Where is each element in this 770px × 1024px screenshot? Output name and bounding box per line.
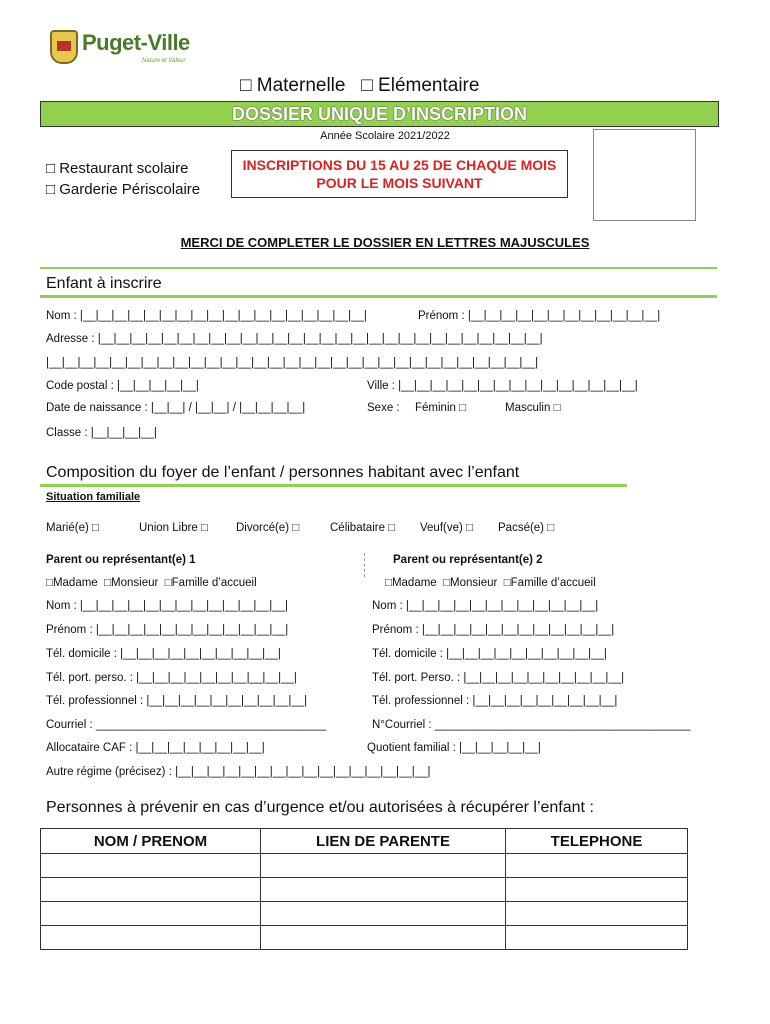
logo-tagline: Nature et Valeur bbox=[142, 58, 186, 64]
photo-box bbox=[593, 129, 696, 221]
parent2-tel-port-field[interactable]: Tél. port. Perso. : |__|__|__|__|__|__|__|__|__|__| bbox=[372, 672, 625, 684]
child-ville-field[interactable]: Ville : |__|__|__|__|__|__|__|__|__|__|__|__|__|__|__| bbox=[367, 380, 638, 392]
divider-line bbox=[40, 295, 717, 298]
child-code-postal-field[interactable]: Code postal : |__|__|__|__|__| bbox=[46, 380, 199, 392]
divider-line bbox=[40, 267, 717, 269]
situation-veuf-checkbox[interactable]: Veuf(ve) □ bbox=[420, 522, 473, 534]
parent2-civilite[interactable]: □Madame □Monsieur □Famille d’accueil bbox=[385, 577, 596, 589]
situation-marie-checkbox[interactable]: Marié(e) □ bbox=[46, 522, 99, 534]
child-classe-field[interactable]: Classe : |__|__|__|__| bbox=[46, 427, 157, 439]
parent1-title: Parent ou représentant(e) 1 bbox=[46, 554, 196, 566]
restaurant-checkbox[interactable]: □ Restaurant scolaire bbox=[46, 160, 189, 177]
parent1-tel-domicile-field[interactable]: Tél. domicile : |__|__|__|__|__|__|__|__|__|__| bbox=[46, 648, 281, 660]
col-nom-prenom: NOM / PRENOM bbox=[41, 829, 261, 854]
table-cell[interactable] bbox=[261, 878, 506, 902]
table-cell[interactable] bbox=[506, 926, 688, 950]
col-lien-parente: LIEN DE PARENTE bbox=[261, 829, 506, 854]
child-adresse-field[interactable]: Adresse : |__|__|__|__|__|__|__|__|__|__|__|__|__|__|__|__|__|__|__|__|__|__|__|__|__|__|__|__| bbox=[46, 333, 543, 345]
situation-label: Situation familiale bbox=[46, 491, 141, 503]
child-prenom-field[interactable]: Prénom : |__|__|__|__|__|__|__|__|__|__|__|__| bbox=[418, 310, 661, 322]
parent2-courriel-field[interactable]: N°Courriel : ________________________________________ bbox=[372, 719, 691, 731]
table-cell[interactable] bbox=[41, 854, 261, 878]
parent1-courriel-field[interactable]: Courriel : ____________________________________ bbox=[46, 719, 327, 731]
registration-notice bbox=[231, 150, 568, 198]
parent1-tel-pro-field[interactable]: Tél. professionnel : |__|__|__|__|__|__|__|__|__|__| bbox=[46, 695, 308, 707]
feminin-checkbox[interactable]: Féminin □ bbox=[415, 402, 467, 414]
crest-icon bbox=[50, 30, 78, 64]
parent2-title: Parent ou représentant(e) 2 bbox=[393, 554, 543, 566]
parent1-tel-port-field[interactable]: Tél. port. perso. : |__|__|__|__|__|__|__|__|__|__| bbox=[46, 672, 297, 684]
school-year: Année Scolaire 2021/2022 bbox=[320, 130, 450, 142]
parent2-prenom-field[interactable]: Prénom : |__|__|__|__|__|__|__|__|__|__|__|__| bbox=[372, 624, 615, 636]
sexe-label: Sexe : bbox=[367, 402, 400, 414]
section-child-title: Enfant à inscrire bbox=[46, 275, 162, 292]
parent1-prenom-field[interactable]: Prénom : |__|__|__|__|__|__|__|__|__|__|__|__| bbox=[46, 624, 289, 636]
table-cell[interactable] bbox=[506, 902, 688, 926]
form-title-banner: DOSSIER UNIQUE D’INSCRIPTION bbox=[40, 101, 719, 127]
parent1-civilite[interactable]: □Madame □Monsieur □Famille d’accueil bbox=[46, 577, 257, 589]
divider-line bbox=[40, 484, 627, 487]
table-cell[interactable] bbox=[41, 926, 261, 950]
parent1-nom-field[interactable]: Nom : |__|__|__|__|__|__|__|__|__|__|__|__|__| bbox=[46, 600, 288, 612]
situation-divorce-checkbox[interactable]: Divorcé(e) □ bbox=[236, 522, 300, 534]
table-row bbox=[41, 878, 688, 902]
autre-regime-field[interactable]: Autre régime (précisez) : |__|__|__|__|__|__|__|__|__|__|__|__|__|__|__|__| bbox=[46, 766, 431, 778]
table-row bbox=[41, 926, 688, 950]
school-level-checkboxes[interactable]: □ Maternelle □ Elémentaire bbox=[240, 75, 480, 96]
instruction-text: MERCI DE COMPLETER LE DOSSIER EN LETTRES MAJUSCULES bbox=[180, 235, 590, 250]
caf-field[interactable]: Allocataire CAF : |__|__|__|__|__|__|__|__| bbox=[46, 742, 265, 754]
logo-name: Puget-Ville bbox=[82, 30, 190, 55]
table-cell[interactable] bbox=[261, 854, 506, 878]
table-row bbox=[41, 854, 688, 878]
table-cell[interactable] bbox=[261, 926, 506, 950]
table-cell[interactable] bbox=[506, 854, 688, 878]
parent2-tel-pro-field[interactable]: Tél. professionnel : |__|__|__|__|__|__|__|__|__| bbox=[372, 695, 618, 707]
table-cell[interactable] bbox=[261, 902, 506, 926]
situation-pacse-checkbox[interactable]: Pacsé(e) □ bbox=[498, 522, 555, 534]
masculin-checkbox[interactable]: Masculin □ bbox=[505, 402, 561, 414]
table-cell[interactable] bbox=[41, 878, 261, 902]
table-header-row bbox=[41, 829, 688, 854]
emergency-contacts-table bbox=[40, 828, 688, 950]
situation-celibataire-checkbox[interactable]: Célibataire □ bbox=[330, 522, 396, 534]
quotient-field[interactable]: Quotient familial : |__|__|__|__|__| bbox=[367, 742, 541, 754]
puget-ville-logo bbox=[50, 28, 190, 72]
parent2-tel-domicile-field[interactable]: Tél. domicile : |__|__|__|__|__|__|__|__|__|__| bbox=[372, 648, 607, 660]
notice-line-1: INSCRIPTIONS DU 15 AU 25 DE CHAQUE MOIS bbox=[242, 157, 557, 173]
section-urgence-title: Personnes à prévenir en cas d’urgence et/ou autorisées à récupérer l’enfant : bbox=[46, 799, 594, 816]
notice-line-2: POUR LE MOIS SUIVANT bbox=[316, 175, 483, 191]
section-foyer-title: Composition du foyer de l’enfant / personnes habitant avec l’enfant bbox=[46, 464, 520, 481]
child-birthdate-field[interactable]: Date de naissance : |__|__| / |__|__| / |__|__|__|__| bbox=[46, 402, 306, 414]
parent2-nom-field[interactable]: Nom : |__|__|__|__|__|__|__|__|__|__|__|__| bbox=[372, 600, 599, 612]
child-nom-field[interactable]: Nom : |__|__|__|__|__|__|__|__|__|__|__|__|__|__|__|__|__|__| bbox=[46, 310, 367, 322]
table-cell[interactable] bbox=[506, 878, 688, 902]
column-divider bbox=[364, 553, 366, 577]
garderie-checkbox[interactable]: □ Garderie Périscolaire bbox=[46, 181, 201, 198]
situation-union-checkbox[interactable]: Union Libre □ bbox=[139, 522, 208, 534]
table-cell[interactable] bbox=[41, 902, 261, 926]
table-row bbox=[41, 902, 688, 926]
child-adresse-field-2[interactable]: |__|__|__|__|__|__|__|__|__|__|__|__|__|__|__|__|__|__|__|__|__|__|__|__|__|__|__|__|__|__|__| bbox=[46, 357, 539, 369]
col-telephone: TELEPHONE bbox=[506, 829, 688, 854]
